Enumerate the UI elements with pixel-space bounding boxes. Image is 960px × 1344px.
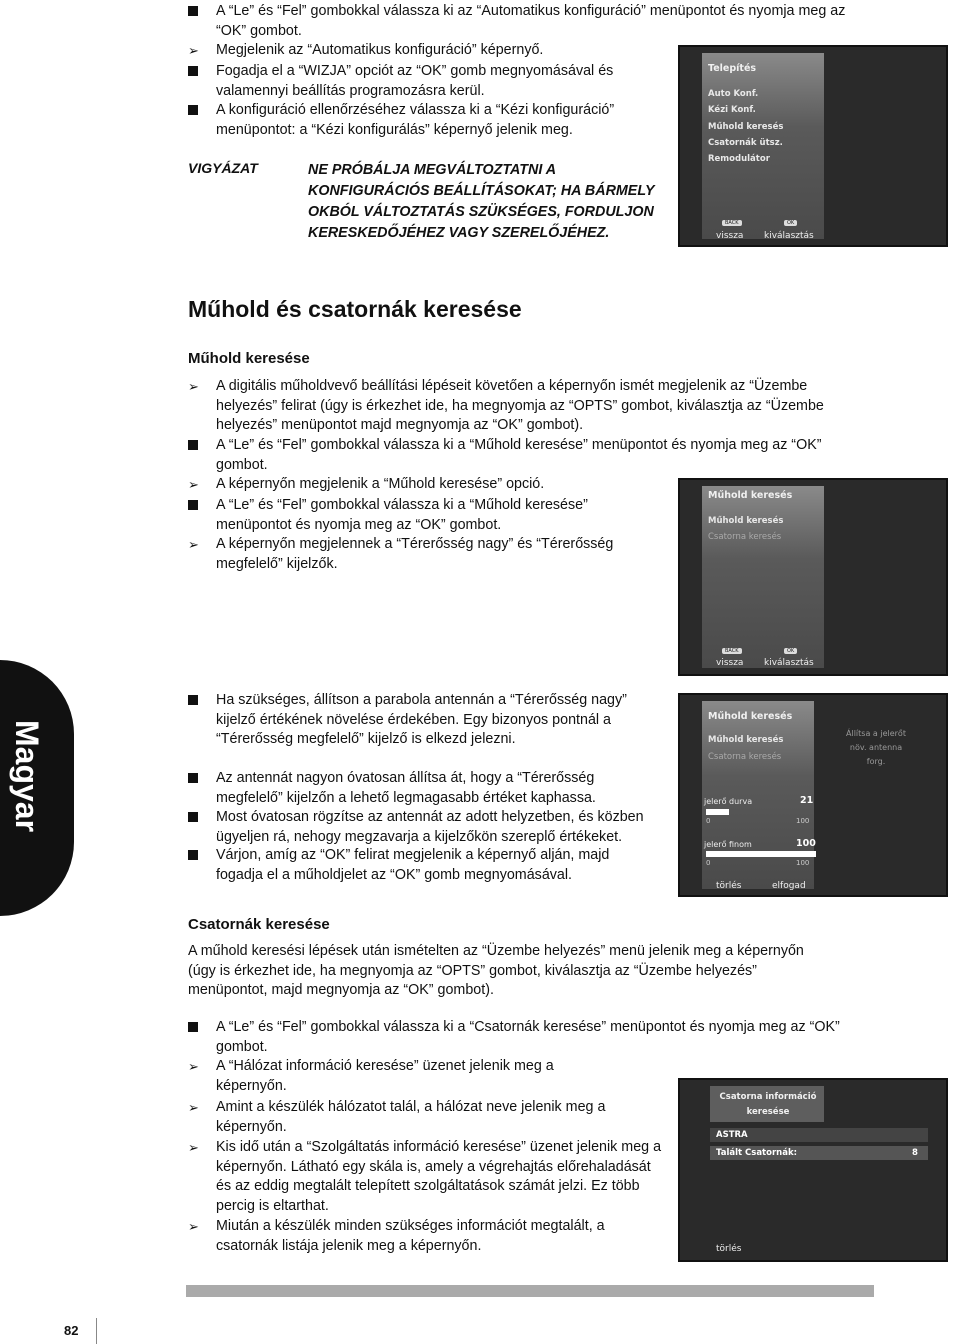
ok-label: kiválasztás xyxy=(764,231,814,241)
screen-title: Telepítés xyxy=(708,63,757,74)
scale-max: 100 xyxy=(796,859,810,867)
back-label: vissza xyxy=(716,231,744,241)
warning-label: VIGYÁZAT xyxy=(188,160,258,176)
list-item: Fogadja el a “WIZJA” opciót az “OK” gomb megnyomásával és valamennyi beállítás programozásra kerül. xyxy=(188,62,666,101)
page-number: 82 xyxy=(64,1323,79,1338)
square-bullet-icon xyxy=(188,496,216,535)
list-item: ➢ Amint a készülék hálózatot talál, a hálózat neve jelenik meg a képernyőn. xyxy=(188,1098,671,1137)
list-item: Az antennát nagyon óvatosan állítsa át, hogy a “Térerősség megfelelő” kijelzőn a lehető legmagasabb értéket kaphassa. xyxy=(188,769,651,808)
list-item: ➢ A digitális műholdvevő beállítási lépéseit követően a képernyőn ismét megjelenik az “Üzembe helyezés” felirat (úgy is érkezhet ide, ha megnyomja az “OPTS” gombot, kiválasztja az “Üzembe helyezés” menüpontot majd megnyomja az “OK” gombot). xyxy=(188,377,826,436)
list-item: A konfiguráció ellenőrzéséhez válassza ki a “Kézi konfiguráció” menüpontot: a “Kézi konfigurálás” képernyő jelenik meg. xyxy=(188,101,671,140)
menu-item: Remodulátor xyxy=(708,154,770,164)
arrow-bullet-icon: ➢ xyxy=(188,1140,199,1155)
list-item: ➢ Kis idő után a “Szolgáltatás információ keresése” üzenet jelenik meg a képernyőn. Látható egy skála is, amely a végrehajtás előrehaladását és az eddig megtalált telepített szolgáltatások számát jelzi. Ez több percig is eltarthat. xyxy=(188,1138,666,1216)
list-item: ➢ Miután a készülék minden szükséges információt megtalált, a csatornák listája jelenik meg a képernyőn. xyxy=(188,1217,661,1256)
menu-item: Csatorna keresés xyxy=(708,532,782,542)
ok-label: kiválasztás xyxy=(764,658,814,668)
coarse-signal-label: jelerő durva xyxy=(704,797,753,806)
back-key-icon: BACK xyxy=(722,648,742,654)
ok-key-icon: OK xyxy=(784,220,797,226)
fine-signal-bar xyxy=(706,851,816,857)
tv-screen-signal-strength xyxy=(678,693,948,897)
menu-item: Műhold keresés xyxy=(708,735,784,745)
subheading-channels: Csatornák keresése xyxy=(188,916,330,933)
page-divider xyxy=(96,1318,97,1344)
back-label: vissza xyxy=(716,658,744,668)
list-item: ➢ A képernyőn megjelenik a “Műhold keresése” opció. xyxy=(188,475,544,495)
language-tab-label: Magyar xyxy=(9,720,45,833)
square-bullet-icon xyxy=(188,846,216,885)
language-side-tab xyxy=(0,660,74,916)
menu-item: Műhold keresés xyxy=(708,122,784,132)
square-bullet-icon xyxy=(188,436,216,475)
ok-key-icon: OK xyxy=(784,648,797,654)
list-item: ➢ Megjelenik az “Automatikus konfiguráció” képernyő. xyxy=(188,41,543,61)
square-bullet-icon xyxy=(188,62,216,101)
menu-item: Csatornák ütsz. xyxy=(708,138,783,148)
found-channels-value: 8 xyxy=(912,1148,918,1158)
arrow-bullet-icon: ➢ xyxy=(188,1219,199,1234)
ok-label: elfogad xyxy=(772,881,806,891)
tv-screen-installation xyxy=(678,45,948,247)
back-label: törlés xyxy=(716,881,742,891)
square-bullet-icon xyxy=(188,691,216,750)
screen-title: Műhold keresés xyxy=(708,490,793,501)
footer-bar xyxy=(186,1285,874,1297)
arrow-bullet-icon: ➢ xyxy=(188,537,199,552)
coarse-signal-value: 21 xyxy=(800,795,814,806)
screen-title: Csatorna információ keresése xyxy=(719,1092,817,1117)
scale-max: 100 xyxy=(796,817,810,825)
scale-min: 0 xyxy=(706,859,711,867)
menu-panel xyxy=(702,486,824,668)
square-bullet-icon xyxy=(188,2,216,41)
back-label: törlés xyxy=(716,1244,742,1254)
square-bullet-icon xyxy=(188,769,216,808)
screen-title: Műhold keresés xyxy=(708,711,793,722)
adjust-hint: Állítsa a jelerőt növ. antenna forg. xyxy=(846,729,906,766)
found-channels-label: Talált Csatornák: xyxy=(716,1148,797,1158)
back-key-icon: BACK xyxy=(722,220,742,226)
list-item: Várjon, amíg az “OK” felirat megjelenik a képernyő alján, majd fogadja el a műholdjelet az “OK” gomb megnyomásával. xyxy=(188,846,656,885)
tv-screen-satellite-search xyxy=(678,478,948,676)
list-item: Most óvatosan rögzítse az antennát az adott helyzetben, és közben ügyeljen rá, nehogy megzavarja a kijelzőkön szereplő értékeket. xyxy=(188,808,678,847)
square-bullet-icon xyxy=(188,808,216,847)
arrow-bullet-icon: ➢ xyxy=(188,379,199,394)
menu-item: Kézi Konf. xyxy=(708,105,756,115)
section-heading: Műhold és csatornák keresése xyxy=(188,296,522,322)
list-item: Ha szükséges, állítson a parabola antennán a “Térerősség nagy” kijelző értékének növelése érdekében. Egy bizonyos pontnál a “Térerősség megfelelő” kijelző is elkezd jelezni. xyxy=(188,691,661,750)
menu-item: Műhold keresés xyxy=(708,516,784,526)
arrow-bullet-icon: ➢ xyxy=(188,1059,199,1074)
square-bullet-icon xyxy=(188,101,216,140)
warning-text: NE PRÓBÁLJA MEGVÁLTOZTATNI A KONFIGURÁCIÓS BEÁLLÍTÁSOKAT; HA BÁRMELY OKBÓL VÁLTOZTATÁS SZÜKSÉGES, FORDULJON KERESKEDŐJÉHEZ VAGY SZERELŐJÉHEZ. xyxy=(308,162,655,241)
arrow-bullet-icon: ➢ xyxy=(188,43,199,58)
paragraph: A műhold keresési lépések után ismételten az “Üzembe helyezés” menü jelenik meg a képernyőn (úgy is érkezhet ide, ha megnyomja az “OPTS” gombot, kiválasztja az “Üzembe helyezés” menüpontot, majd megnyomja az “OK” gombot). xyxy=(188,943,804,998)
scale-min: 0 xyxy=(706,817,711,825)
square-bullet-icon xyxy=(188,1018,216,1057)
list-item: A “Le” és “Fel” gombokkal válassza ki a “Csatornák keresése” menüpontot és nyomja meg az “OK” gombot. xyxy=(188,1018,876,1057)
list-item: ➢ A képernyőn megjelennek a “Térerősség nagy” és “Térerősség megfelelő” kijelzők. xyxy=(188,535,661,574)
menu-item: Auto Konf. xyxy=(708,89,759,99)
coarse-signal-bar xyxy=(706,809,729,815)
list-item: ➢ A “Hálózat információ keresése” üzenet jelenik meg a képernyőn. xyxy=(188,1057,616,1096)
list-item: A “Le” és “Fel” gombokkal válassza ki a “Műhold keresése” menüpontot és nyomja meg az “OK” gombot. xyxy=(188,436,876,475)
menu-item: Csatorna keresés xyxy=(708,752,782,762)
fine-signal-label: jelerő finom xyxy=(704,840,752,849)
list-item: A “Le” és “Fel” gombokkal válassza ki a “Műhold keresése” menüpontot és nyomja meg az “OK” gombot. xyxy=(188,496,656,535)
subheading-satellite: Műhold keresése xyxy=(188,350,310,367)
network-name: ASTRA xyxy=(716,1130,748,1140)
arrow-bullet-icon: ➢ xyxy=(188,1100,199,1115)
list-item: A “Le” és “Fel” gombokkal válassza ki az “Automatikus konfiguráció” menüpontot és nyomja meg az “OK” gombot. xyxy=(188,2,868,41)
arrow-bullet-icon: ➢ xyxy=(188,477,199,492)
fine-signal-value: 100 xyxy=(796,838,816,849)
tv-screen-channel-search xyxy=(678,1078,948,1262)
